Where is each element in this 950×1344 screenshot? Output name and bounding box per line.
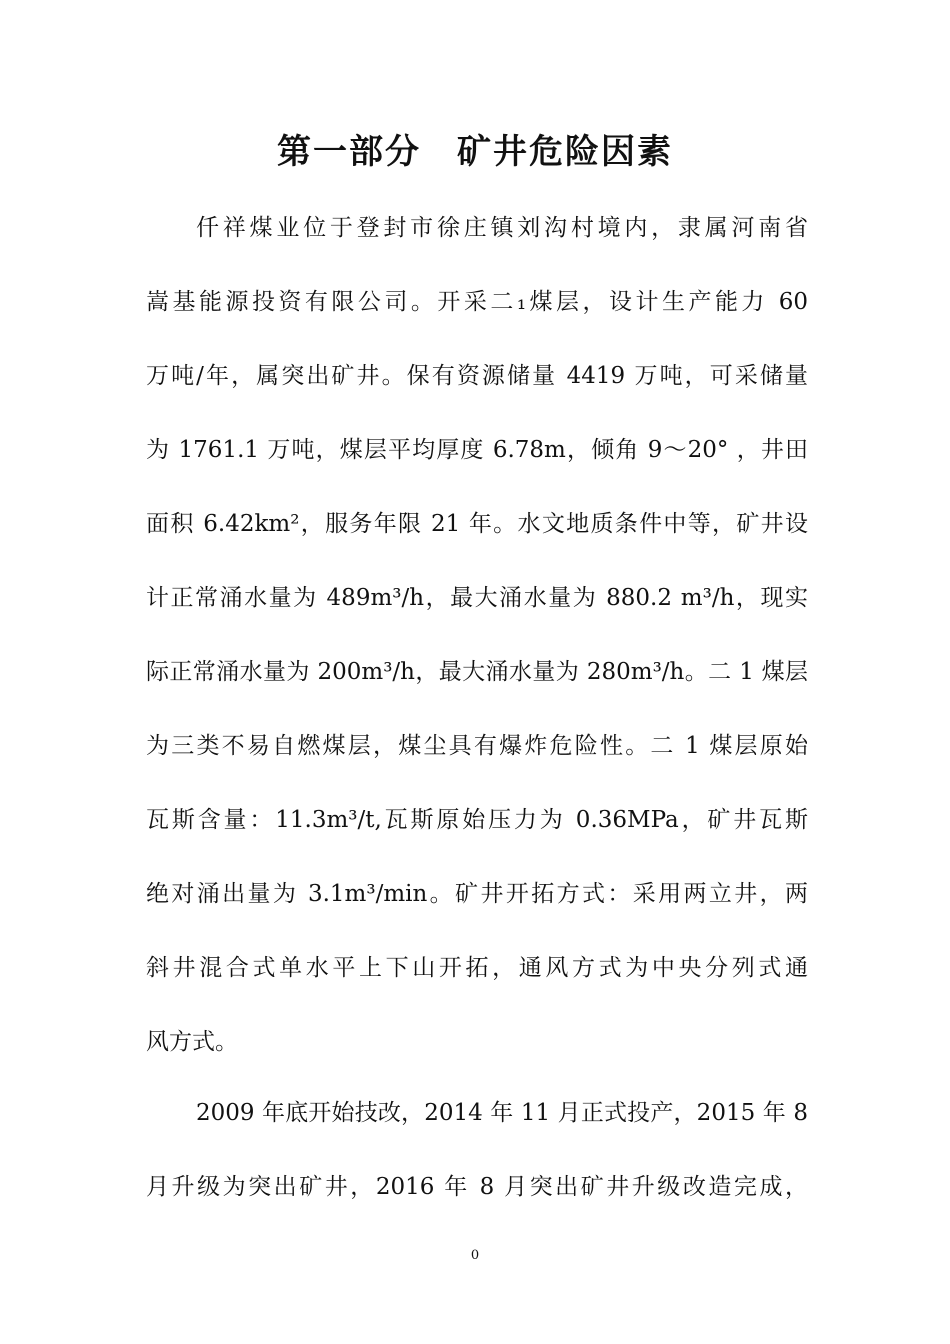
paragraph-1-line-12: 风方式。 — [146, 1029, 238, 1055]
paragraph-1-line-5: 面积 6.42km²，服务年限 21 年。水文地质条件中等，矿井设 — [146, 511, 808, 537]
paragraph-2-line-1: 2009 年底开始技改，2014 年 11 月正式投产，2015 年 8 — [196, 1100, 808, 1126]
paragraph-1-line-10: 绝对涌出量为 3.1m³/min。矿井开拓方式：采用两立井，两 — [146, 881, 808, 907]
paragraph-2-line-2: 月升级为突出矿井，2016 年 8 月突出矿井升级改造完成， — [146, 1174, 808, 1200]
page-title: 第一部分 矿井危险因素 — [277, 132, 673, 172]
page-number: 0 — [470, 1248, 480, 1263]
paragraph-1-line-3: 万吨/年，属突出矿井。保有资源储量 4419 万吨，可采储量 — [146, 363, 808, 389]
paragraph-1-line-8: 为三类不易自燃煤层，煤尘具有爆炸危险性。二 1 煤层原始 — [146, 733, 808, 759]
paragraph-1-line-2: 嵩基能源投资有限公司。开采二₁煤层，设计生产能力 60 — [146, 289, 808, 315]
paragraph-1-line-1: 仟祥煤业位于登封市徐庄镇刘沟村境内，隶属河南省 — [196, 215, 808, 241]
paragraph-1-line-6: 计正常涌水量为 489m³/h，最大涌水量为 880.2 m³/h，现实 — [146, 585, 808, 611]
paragraph-1-line-11: 斜井混合式单水平上下山开拓，通风方式为中央分列式通 — [146, 955, 808, 981]
paragraph-1-line-9: 瓦斯含量：11.3m³/t,瓦斯原始压力为 0.36MPa，矿井瓦斯 — [146, 807, 808, 833]
paragraph-1-line-7: 际正常涌水量为 200m³/h，最大涌水量为 280m³/h。二 1 煤层 — [146, 659, 808, 685]
paragraph-1-line-4: 为 1761.1 万吨，煤层平均厚度 6.78m，倾角 9～20° ，井田 — [146, 437, 808, 463]
